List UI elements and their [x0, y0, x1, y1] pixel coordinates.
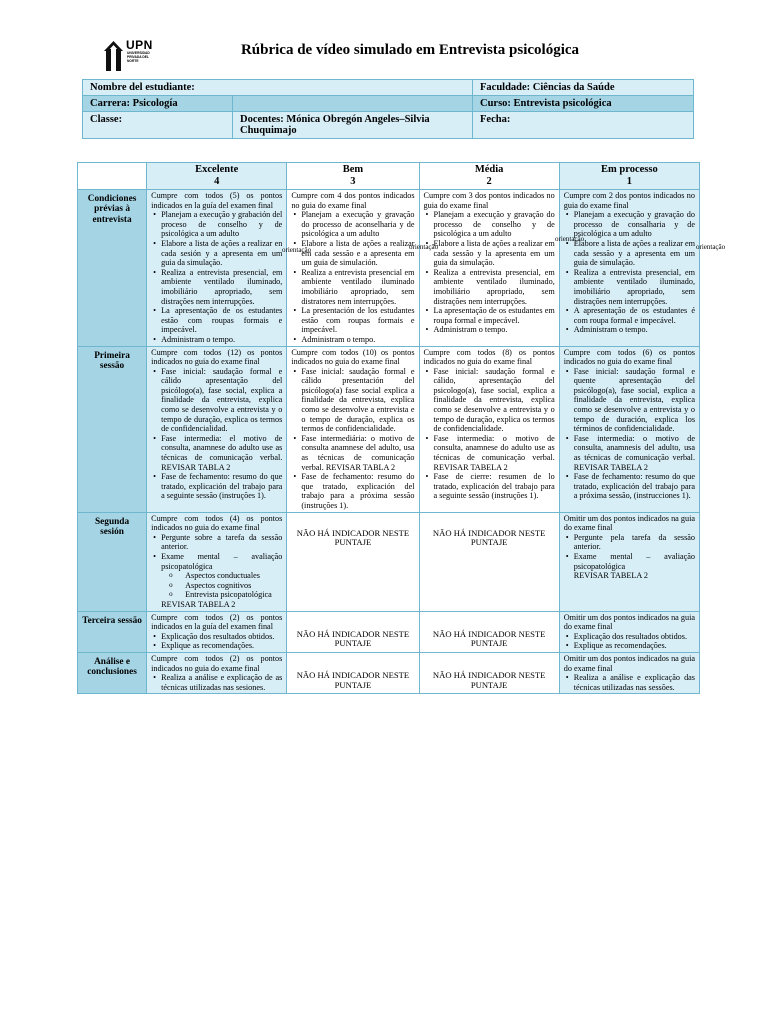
criteria-list: [151, 632, 282, 651]
criteria-list: [564, 367, 695, 501]
criteria-list: [291, 210, 414, 344]
info-row-class: [83, 112, 694, 139]
criteria-item: • Explicação dos resultados obtidos.: [151, 632, 282, 642]
upn-logo-mark-icon: [104, 40, 126, 74]
criterion-label: Terceira sessão: [78, 611, 147, 652]
criteria-item: • Elabore a lista de ações a realizar em cada sessão y la apresenta em um guia da simulação.: [424, 239, 555, 268]
criteria-item: • Realiza a análise e explicação de as técnicas utilizadas nas sesiones.: [151, 673, 282, 692]
rubric-cell: [147, 346, 287, 512]
criteria-item: • Administram o tempo.: [151, 335, 282, 345]
criteria-item: • Explique as recomendações.: [151, 641, 282, 651]
no-indicator-text: NÃO HÁ INDICADOR NESTE PUNTAJE: [432, 527, 546, 548]
criterion-label: Primeira sessão: [78, 346, 147, 512]
criteria-item: • La apresentação de os estudantes em roupa formal e impecável.: [424, 306, 555, 325]
rubric-cell: [419, 346, 559, 512]
criteria-item: • A apresentação de os estudantes é com roupa formal e impecável.: [564, 306, 695, 325]
date-field: Fecha:: [473, 112, 694, 139]
criteria-item: • Pergunte sobre a tarefa da sessão anterior.: [151, 533, 282, 552]
criteria-item: • Fase inicial: saudação formal e cálido apresentação del psicólogo(a), fase social, explica a finalidade da entrevista, explica como se desenvolve a entrevista y o tempo de duração, explica os termos de confidencialidad.: [151, 367, 282, 434]
criteria-list: [424, 367, 555, 501]
floating-note: orientação: [409, 243, 439, 251]
cell-intro: Cumpre com todos (4) os pontos indicados no guia do exame final: [151, 513, 283, 533]
criteria-list: [564, 673, 695, 692]
rubric-cell: [419, 190, 559, 347]
criteria-list: [424, 210, 555, 335]
criteria-item: • Realiza a entrevista presencial, em ambiente ventilado iluminado, imobiliário apropriado, sem distrações nem interrupções.: [564, 268, 695, 306]
criteria-item: • Fase inicial: saudação formal e cálido presentación del psicólogo(a) fase social explica a finalidade da entrevista, explica como se desenvolve a entrevista e o tempo de duração, explica os termos de confidencialidade.: [291, 367, 414, 434]
cell-intro: Omitir um dos pontos indicados na guia do exame final: [563, 513, 695, 533]
upn-logo: [104, 38, 156, 74]
criteria-item: • Fase intermedia: el motivo de consulta, anamnese do adulto use as técnicas de comunicação verbal. REVISAR TABLA 2: [151, 434, 282, 472]
criteria-item: • Exame mental – avaliação psicopatológica: [564, 552, 695, 571]
level-header: [559, 163, 699, 190]
level-score: 3: [350, 175, 356, 187]
rubric-row: [78, 512, 700, 611]
rubric-cell: [147, 652, 287, 693]
criteria-item: • Exame mental – avaliação psicopatológica: [151, 552, 282, 571]
rubric-cell: [559, 652, 699, 693]
rubric-cell: [287, 190, 419, 347]
criteria-item: • Explicação dos resultados obtidos.: [564, 632, 695, 642]
criteria-item: • Administram o tempo.: [564, 325, 695, 335]
rubric-body: [78, 190, 700, 694]
rubric-row: [78, 611, 700, 652]
cell-intro: Cumpre com todos (2) os pontos indicados en la guía del examen final: [151, 612, 283, 632]
rubric-cell: [287, 346, 419, 512]
faculty-field: Faculdade: Ciências da Saúde: [473, 80, 694, 96]
criteria-item: • Pergunte pela tarefa da sessão anterior.: [564, 533, 695, 552]
sub-item: o Entrevista psicopatológica: [163, 590, 282, 600]
criteria-item: • Fase intermedia: o motivo de consulta, anamnesis del adulto, usa as técnicas de comunicação verbal. REVISAR TABELA 2: [564, 434, 695, 472]
floating-note: orientação: [555, 235, 585, 243]
criterion-label: Condiciones prévias à entrevista: [78, 190, 147, 347]
rubric-row: [78, 652, 700, 693]
level-score: 4: [214, 175, 220, 187]
info-row-student: [83, 80, 694, 96]
criteria-item: • Planejam a execução y gravação do processo de conselho y de psicológica a um adulto: [424, 210, 555, 239]
career-empty-cell: [233, 96, 473, 112]
rubric-header-row: [78, 163, 700, 190]
cell-intro: Cumpre com todos (6) os pontos indicados no guia do exame final: [563, 347, 695, 367]
criteria-item: • Elabore a lista de ações a realizar em cada sessão y a apresenta em um guia de simulação.: [564, 239, 695, 268]
sub-item: o Aspectos cognitivos: [163, 581, 282, 591]
document-title: Rúbrica de vídeo simulado em Entrevista psicológica: [240, 42, 580, 58]
info-row-career: [83, 96, 694, 112]
header-corner: [78, 163, 147, 190]
rubric-cell: [419, 611, 559, 652]
floating-note: orientação: [696, 243, 726, 251]
rubric-cell: [559, 611, 699, 652]
criteria-item: • La presentación de los estudantes estão com roupas formais e impecável.: [291, 306, 414, 335]
criteria-item: • Administram o tempo.: [424, 325, 555, 335]
cell-intro: Cumpre com todos (2) os pontos indicados no guia do exame final: [151, 653, 283, 673]
rubric-cell: [419, 512, 559, 611]
rubric-cell: [147, 512, 287, 611]
criteria-item: • Planejam a execução y grabación del proceso de conselho y de psicológica a um adulto: [151, 210, 282, 239]
rubric-row: [78, 346, 700, 512]
level-header: [419, 163, 559, 190]
no-indicator-text: NÃO HÁ INDICADOR NESTE PUNTAJE: [432, 669, 546, 690]
course-field: Curso: Entrevista psicológica: [473, 96, 694, 112]
criteria-item: • Elabore a lista de ações a realizar en cada sesión y a apresenta em um guia da simulação.: [151, 239, 282, 268]
criteria-item: • Fase de cierre: resumen de lo tratado, explicación del trabajo para a seguinte sessão (instruções 1).: [424, 472, 555, 501]
criteria-item: • Realiza a análise e explicação das técnicas utilizadas nas sessões.: [564, 673, 695, 692]
criteria-list: [291, 367, 414, 511]
class-field: Classe:: [83, 112, 233, 139]
criteria-item: • Fase de fechamento: resumo do que tratado, explicación del trabajo para a próxima sessão, (instrucciones 1).: [564, 472, 695, 501]
criteria-item: • Fase intermediária: o motivo de consulta anamnese del adulto, usa as técnicas de comunicação verbal. REVISAR TABLA 2: [291, 434, 414, 472]
cell-intro: Cumpre com todos (12) os pontos indicados no guia do exame final: [151, 347, 283, 367]
cell-intro: Cumpre com 4 dos pontos indicados no guia do exame final: [291, 191, 415, 210]
criteria-list: [564, 210, 695, 335]
criteria-list: [151, 533, 282, 571]
cell-intro: Cumpre com todos (10) os pontos indicados no guia do exame final: [291, 347, 415, 367]
cell-tail-note: REVISAR TABELA 2: [573, 571, 648, 581]
rubric-cell: [287, 611, 419, 652]
rubric-cell: [147, 611, 287, 652]
cell-intro: Cumpre com 2 dos pontos indicados no guia do exame final: [563, 191, 695, 210]
level-name: Média: [474, 164, 504, 175]
criteria-item: • Realiza a entrevista presencial, em ambiente ventilado iluminado, imobiliário apropriado, sem distrações nem interrupções.: [151, 268, 282, 306]
sub-item: o Aspectos conductuales: [163, 571, 282, 581]
criteria-item: • Realiza a entrevista presencial, em ambiente ventilado iluminado, imobiliário apropriado, sem distrações nem interrupções.: [424, 268, 555, 306]
cell-intro: Cumpre com todos (5) os pontos indicados en la guía del examen final: [151, 191, 283, 210]
cell-intro: Omitir um dos pontos indicados na guia do exame final: [563, 612, 695, 632]
rubric-cell: [559, 190, 699, 347]
level-header: [287, 163, 419, 190]
rubric-row: [78, 190, 700, 347]
criteria-list: [564, 632, 695, 651]
rubric-cell: [559, 346, 699, 512]
criteria-list: [151, 210, 282, 344]
criteria-item: • Fase inicial: saudação formal e quente apresentação del psicólogo(a), fase social, explica a finalidade da entrevista, explica como se desenvolve a entrevista y o tempo de duración, explica los términos de confidencialidade.: [564, 367, 695, 434]
rubric-cell: [147, 190, 287, 347]
level-score: 2: [486, 175, 492, 187]
level-name: Excelente: [195, 164, 239, 175]
career-field: Carrera: Psicología: [83, 96, 233, 112]
criteria-list: [564, 533, 695, 571]
criteria-item: • Planejam a execução y gravação do processo de consalharia y de psicológica a um adulto: [564, 210, 695, 239]
cell-intro: Cumpre com todos (8) os pontos indicados no guia do exame final: [423, 347, 555, 367]
no-indicator-text: NÃO HÁ INDICADOR NESTE PUNTAJE: [296, 527, 410, 548]
student-name-field: Nombre del estudiante:: [83, 80, 473, 96]
level-header: [147, 163, 287, 190]
rubric-table: [77, 162, 700, 694]
criteria-item: • Planejam a execução y gravação do processo de aconselharia y de psicológica a um adulto: [291, 210, 414, 239]
rubric-cell: [419, 652, 559, 693]
logo-name: UPN: [126, 38, 153, 52]
no-indicator-text: NÃO HÁ INDICADOR NESTE PUNTAJE: [432, 628, 546, 649]
level-name: Em processo: [601, 164, 658, 175]
teachers-field: Docentes: Mónica Obregón Angeles–Silvia Chuquimajo: [233, 112, 473, 139]
criteria-list: [151, 673, 282, 692]
student-info-table: [82, 79, 694, 139]
criterion-label: Segunda sesión: [78, 512, 147, 611]
cell-tail-note: REVISAR TABELA 2: [161, 599, 236, 609]
criterion-label: Análise e conclusiones: [78, 652, 147, 693]
sub-list: [151, 571, 282, 600]
criteria-item: • La apresentação de os estudantes estão com roupas formais e impecável.: [151, 306, 282, 335]
criteria-item: • Administram o tempo.: [291, 335, 414, 345]
criteria-item: • Realiza a entrevista presencial em ambiente ventilado iluminado imobiliário apropriado, sem distratores nem interrupções.: [291, 268, 414, 306]
criteria-item: • Explique as recomendações.: [564, 641, 695, 651]
no-indicator-text: NÃO HÁ INDICADOR NESTE PUNTAJE: [296, 628, 410, 649]
criteria-item: • Fase intermedia: o motivo de consulta, anamnese do adulto use as técnicas de comunicação verbal. REVISAR TABELA 2: [424, 434, 555, 472]
criteria-item: • Elabore a lista de ações a realizar em cada sessão e a apresenta em um guia de simulación.: [291, 239, 414, 268]
level-name: Bem: [342, 164, 364, 175]
rubric-cell: [287, 652, 419, 693]
rubric-cell: [559, 512, 699, 611]
cell-intro: Omitir um dos pontos indicados na guia do exame final: [563, 653, 695, 673]
logo-subtitle: UNIVERSIDAD PRIVADA DEL NORTE: [127, 51, 150, 63]
cell-intro: Cumpre com 3 dos pontos indicados no guia do exame final: [423, 191, 555, 210]
no-indicator-text: NÃO HÁ INDICADOR NESTE PUNTAJE: [296, 669, 410, 690]
criteria-item: • Fase de fechamento: resumo do que tratado, explicación del trabajo para a seguinte sessão (instruções 1).: [151, 472, 282, 501]
criteria-item: • Fase inicial: saudação formal e cálido, apresentação del psicologo(a), fase social, explica a finalidade da entrevista, explica como se desenvolve a entrevista y o tempo de duração, explica os termos de confidencialidade.: [424, 367, 555, 434]
floating-note: orientação: [282, 246, 312, 254]
criteria-list: [151, 367, 282, 501]
level-score: 1: [626, 175, 632, 187]
criteria-item: • Fase de fechamento: resumo do que tratado, explicación del trabajo para a próxima sessão (instruções 1).: [291, 472, 414, 510]
rubric-cell: [287, 512, 419, 611]
